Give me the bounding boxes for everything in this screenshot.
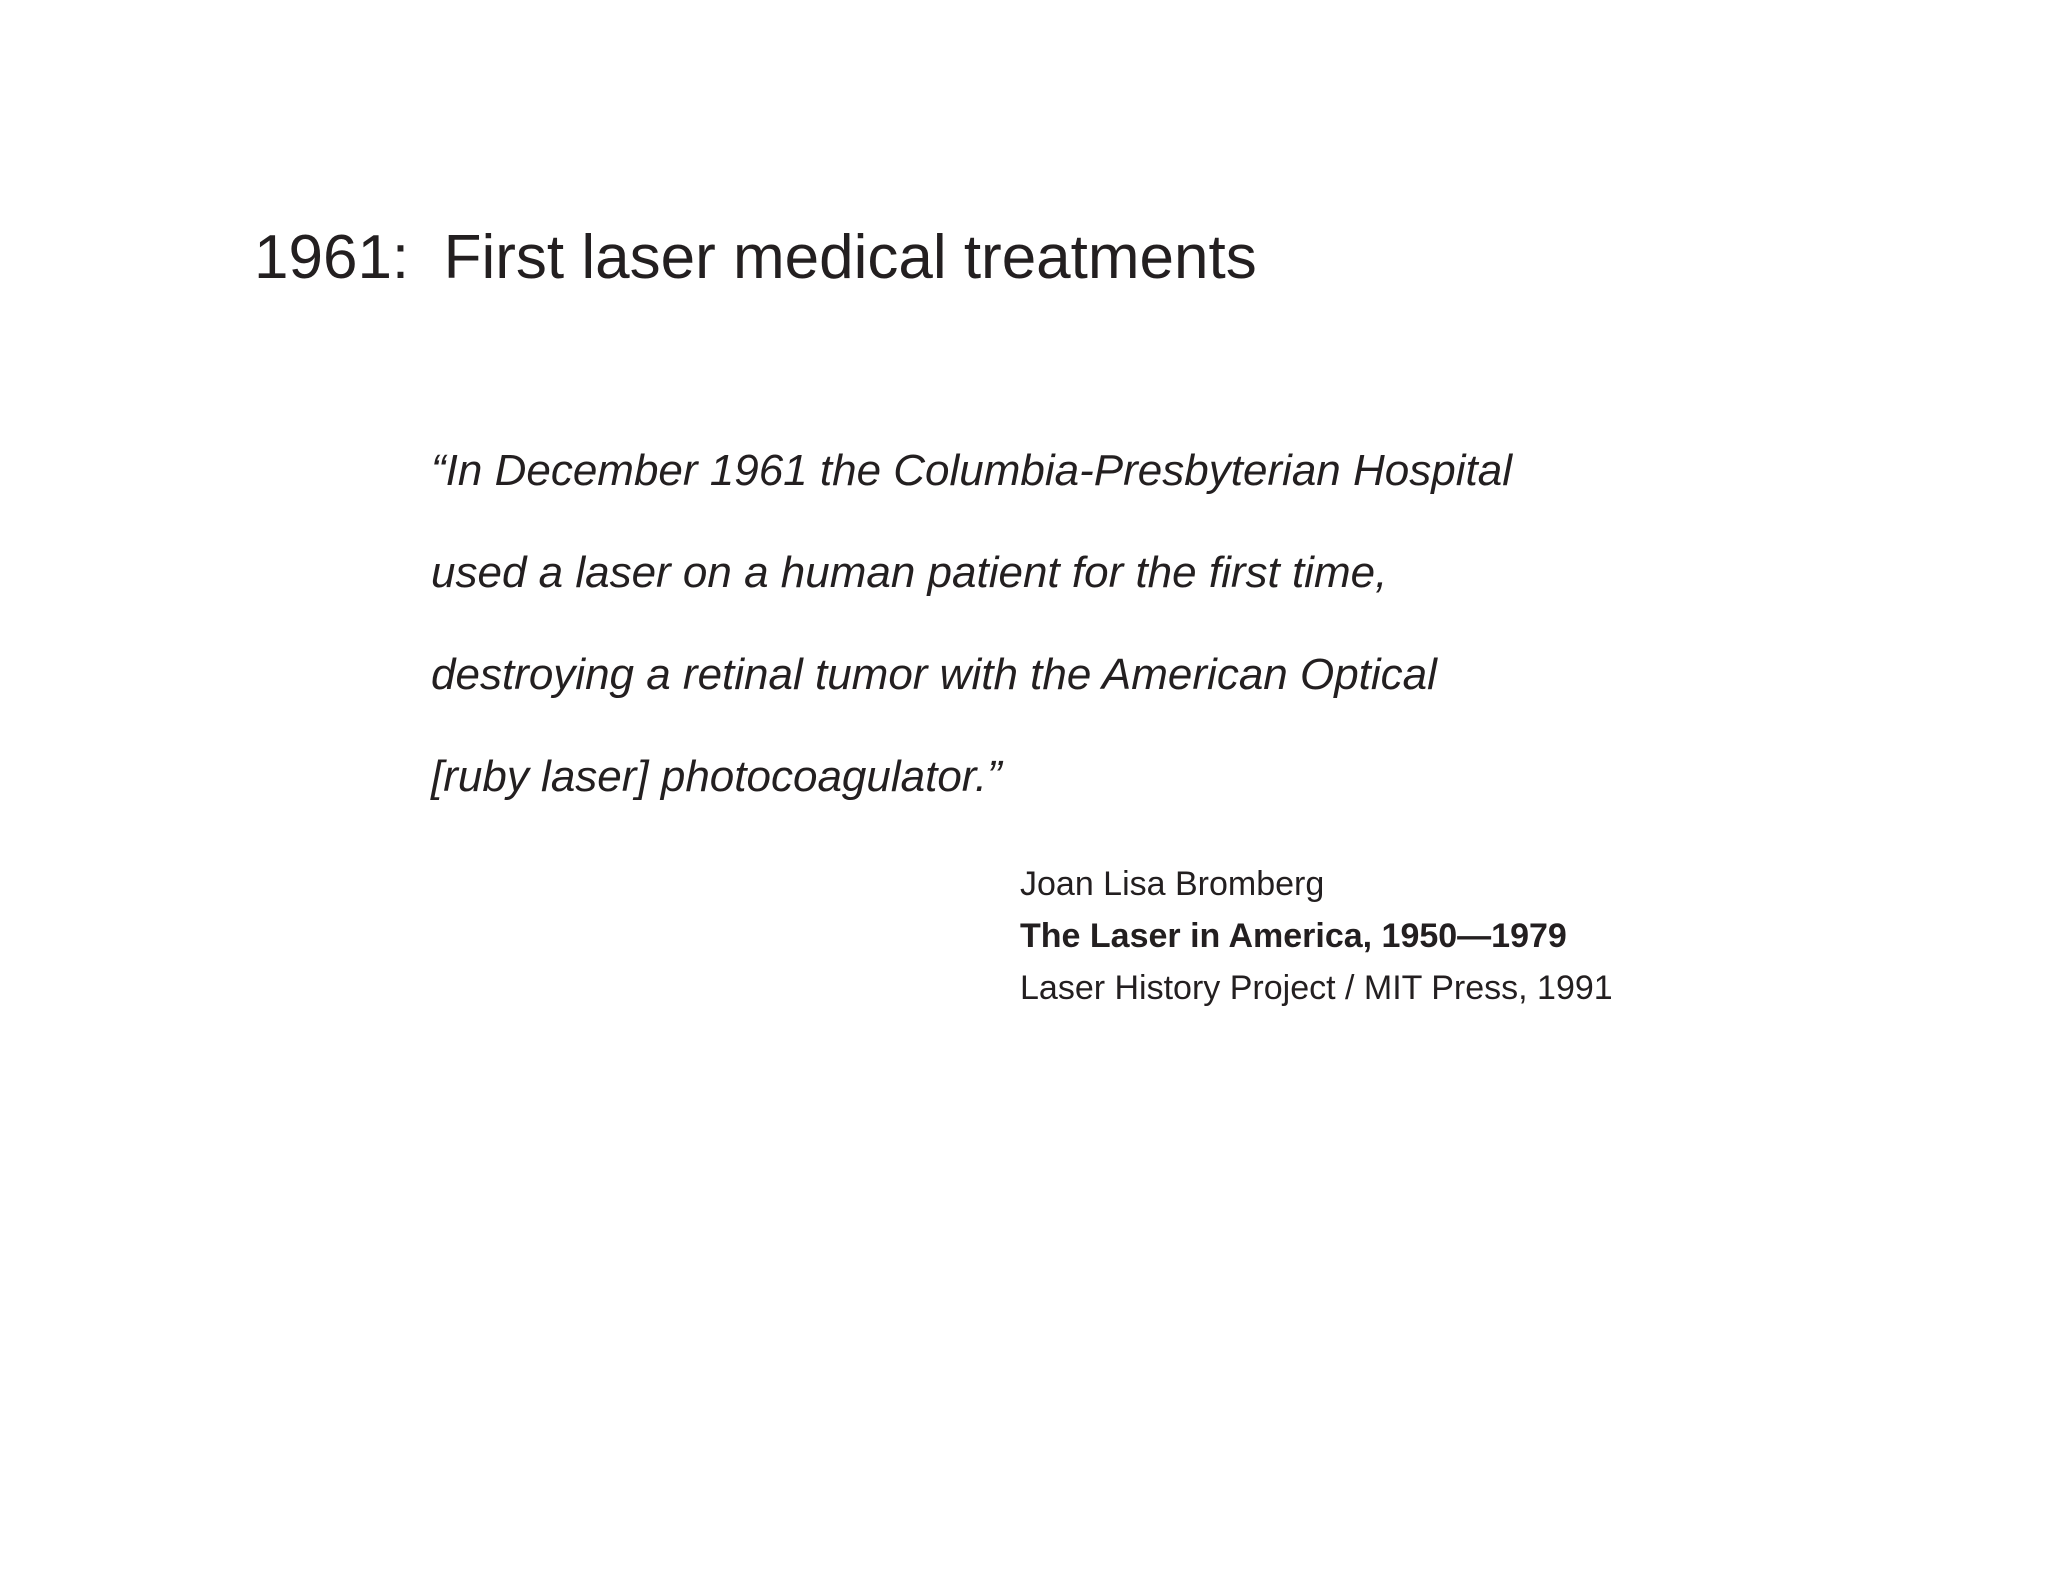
- citation-book-title: The Laser in America, 1950—1979: [1020, 917, 1567, 955]
- slide-title: 1961: First laser medical treatments: [254, 223, 1257, 292]
- citation-publisher: Laser History Project / MIT Press, 1991: [1020, 969, 1613, 1007]
- citation-block: [1020, 858, 1613, 1014]
- quote-line: “In December 1961 the Columbia-Presbyterian Hospital: [431, 446, 1512, 495]
- quote-line: used a laser on a human patient for the first time,: [431, 548, 1388, 597]
- quote-block: [431, 420, 1731, 828]
- quote-line: [ruby laser] photocoagulator.”: [431, 752, 1002, 801]
- quote-line: destroying a retinal tumor with the American Optical: [431, 650, 1437, 699]
- citation-author: Joan Lisa Bromberg: [1020, 865, 1325, 903]
